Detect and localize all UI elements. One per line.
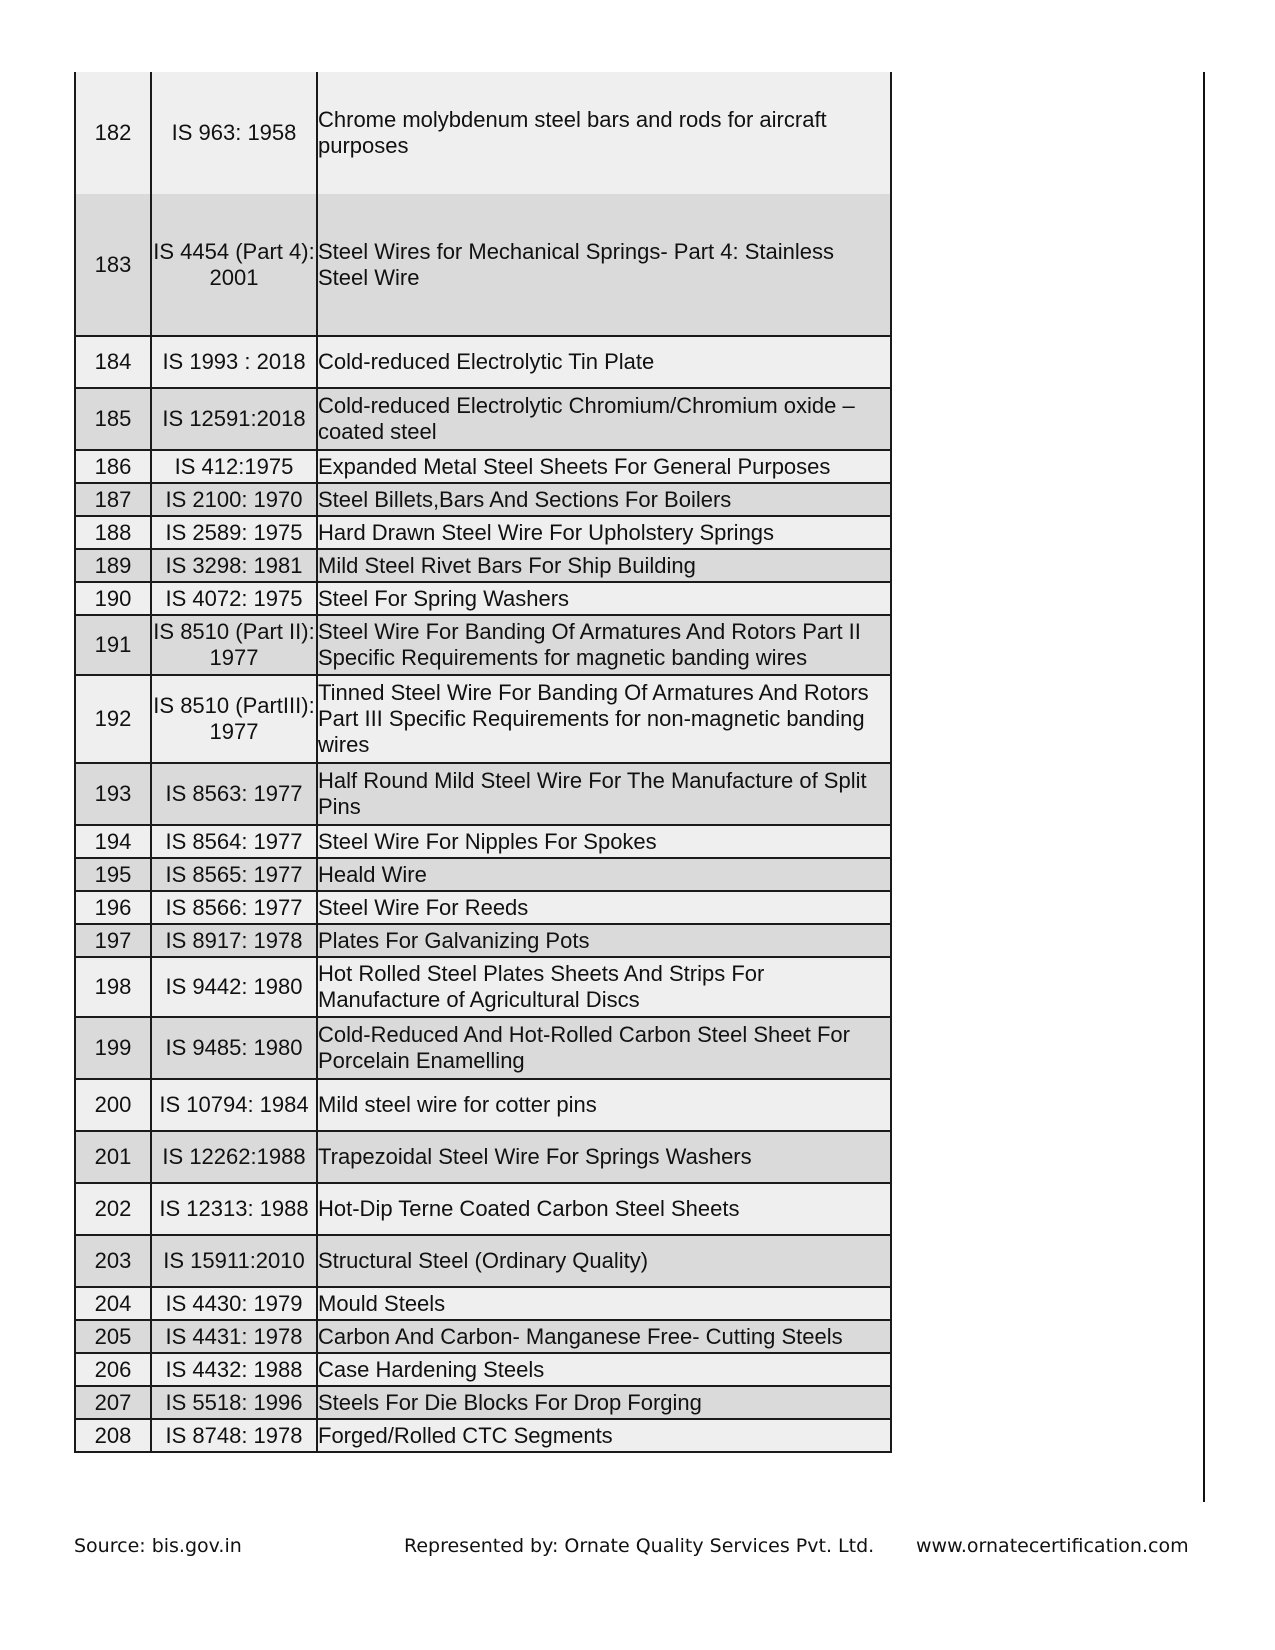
standard-code: IS 4432: 1988: [151, 1353, 317, 1386]
standard-code: IS 4431: 1978: [151, 1320, 317, 1353]
standard-code: IS 8564: 1977: [151, 825, 317, 858]
standard-description: Case Hardening Steels: [317, 1353, 891, 1386]
standard-description: Mould Steels: [317, 1287, 891, 1320]
standard-code: IS 4430: 1979: [151, 1287, 317, 1320]
table-row: [75, 858, 891, 891]
standard-code: IS 15911:2010: [151, 1235, 317, 1287]
standard-code: IS 12591:2018: [151, 388, 317, 450]
standard-description: Expanded Metal Steel Sheets For General Purposes: [317, 450, 891, 483]
table-row: [75, 1183, 891, 1235]
footer-website: www.ornatecertification.com: [916, 1535, 1189, 1557]
table-row: [75, 957, 891, 1017]
standard-description: Mild Steel Rivet Bars For Ship Building: [317, 549, 891, 582]
row-number: 191: [75, 615, 151, 675]
row-number: 197: [75, 924, 151, 957]
page-right-border: [1203, 72, 1205, 1502]
standard-description: Forged/Rolled CTC Segments: [317, 1419, 891, 1452]
standard-code: IS 8917: 1978: [151, 924, 317, 957]
row-number: 185: [75, 388, 151, 450]
row-number: 204: [75, 1287, 151, 1320]
row-number: 194: [75, 825, 151, 858]
table-row: [75, 388, 891, 450]
standard-description: Steel Wires for Mechanical Springs- Part 4: Stainless Steel Wire: [317, 194, 891, 336]
standard-description: Chrome molybdenum steel bars and rods for aircraft purposes: [317, 72, 891, 194]
table-row: [75, 72, 891, 194]
standard-code: IS 10794: 1984: [151, 1079, 317, 1131]
standard-code: IS 2589: 1975: [151, 516, 317, 549]
row-number: 208: [75, 1419, 151, 1452]
table-row: [75, 1320, 891, 1353]
standard-description: Cold-reduced Electrolytic Tin Plate: [317, 336, 891, 388]
table-row: [75, 1079, 891, 1131]
table-row: [75, 450, 891, 483]
table-row: [75, 194, 891, 336]
row-number: 201: [75, 1131, 151, 1183]
footer-source: Source: bis.gov.in: [74, 1535, 242, 1557]
table-row: [75, 891, 891, 924]
row-number: 199: [75, 1017, 151, 1079]
row-number: 206: [75, 1353, 151, 1386]
row-number: 186: [75, 450, 151, 483]
table-row: [75, 582, 891, 615]
standard-code: IS 8565: 1977: [151, 858, 317, 891]
standard-description: Steel Wire For Banding Of Armatures And Rotors Part II Specific Requirements for magnetic banding wires: [317, 615, 891, 675]
row-number: 193: [75, 763, 151, 825]
standard-code: IS 8566: 1977: [151, 891, 317, 924]
row-number: 188: [75, 516, 151, 549]
standard-description: Steel Billets,Bars And Sections For Boilers: [317, 483, 891, 516]
table-row: [75, 1419, 891, 1452]
standard-description: Heald Wire: [317, 858, 891, 891]
standard-code: IS 12313: 1988: [151, 1183, 317, 1235]
row-number: 187: [75, 483, 151, 516]
standard-code: IS 8748: 1978: [151, 1419, 317, 1452]
standard-code: IS 2100: 1970: [151, 483, 317, 516]
row-number: 195: [75, 858, 151, 891]
standard-code: IS 1993 : 2018: [151, 336, 317, 388]
row-number: 182: [75, 72, 151, 194]
standard-description: Hard Drawn Steel Wire For Upholstery Springs: [317, 516, 891, 549]
standard-code: IS 963: 1958: [151, 72, 317, 194]
row-number: 183: [75, 194, 151, 336]
standard-description: Mild steel wire for cotter pins: [317, 1079, 891, 1131]
row-number: 205: [75, 1320, 151, 1353]
standard-description: Hot Rolled Steel Plates Sheets And Strips For Manufacture of Agricultural Discs: [317, 957, 891, 1017]
table-row: [75, 675, 891, 763]
standard-code: IS 4072: 1975: [151, 582, 317, 615]
row-number: 189: [75, 549, 151, 582]
standard-code: IS 4454 (Part 4): 2001: [151, 194, 317, 336]
standard-code: IS 5518: 1996: [151, 1386, 317, 1419]
standard-code: IS 8510 (PartIII): 1977: [151, 675, 317, 763]
table-row: [75, 516, 891, 549]
row-number: 198: [75, 957, 151, 1017]
standard-description: Steels For Die Blocks For Drop Forging: [317, 1386, 891, 1419]
table-row: [75, 1386, 891, 1419]
standard-description: Trapezoidal Steel Wire For Springs Washers: [317, 1131, 891, 1183]
standard-description: Steel Wire For Nipples For Spokes: [317, 825, 891, 858]
footer-represented-by: Represented by: Ornate Quality Services Pvt. Ltd.: [404, 1535, 875, 1557]
table-row: [75, 924, 891, 957]
row-number: 196: [75, 891, 151, 924]
standard-code: IS 12262:1988: [151, 1131, 317, 1183]
standard-description: Cold-reduced Electrolytic Chromium/Chromium oxide – coated steel: [317, 388, 891, 450]
table-row: [75, 1353, 891, 1386]
table-row: [75, 763, 891, 825]
standard-code: IS 3298: 1981: [151, 549, 317, 582]
standards-table-container: [74, 72, 890, 1453]
table-row: [75, 336, 891, 388]
page-footer: [0, 1535, 1275, 1565]
standard-code: IS 9442: 1980: [151, 957, 317, 1017]
table-row: [75, 1017, 891, 1079]
row-number: 200: [75, 1079, 151, 1131]
row-number: 203: [75, 1235, 151, 1287]
standard-description: Structural Steel (Ordinary Quality): [317, 1235, 891, 1287]
standard-code: IS 412:1975: [151, 450, 317, 483]
row-number: 184: [75, 336, 151, 388]
standard-description: Steel For Spring Washers: [317, 582, 891, 615]
table-row: [75, 615, 891, 675]
table-row: [75, 549, 891, 582]
table-row: [75, 483, 891, 516]
table-row: [75, 825, 891, 858]
standard-code: IS 8510 (Part II): 1977: [151, 615, 317, 675]
table-row: [75, 1235, 891, 1287]
standard-description: Plates For Galvanizing Pots: [317, 924, 891, 957]
standard-description: Half Round Mild Steel Wire For The Manufacture of Split Pins: [317, 763, 891, 825]
row-number: 192: [75, 675, 151, 763]
standard-description: Hot-Dip Terne Coated Carbon Steel Sheets: [317, 1183, 891, 1235]
row-number: 207: [75, 1386, 151, 1419]
standard-code: IS 8563: 1977: [151, 763, 317, 825]
standard-description: Tinned Steel Wire For Banding Of Armatures And Rotors Part III Specific Requirements for non-magnetic banding wires: [317, 675, 891, 763]
table-row: [75, 1287, 891, 1320]
standard-code: IS 9485: 1980: [151, 1017, 317, 1079]
row-number: 190: [75, 582, 151, 615]
standard-description: Cold-Reduced And Hot-Rolled Carbon Steel Sheet For Porcelain Enamelling: [317, 1017, 891, 1079]
row-number: 202: [75, 1183, 151, 1235]
standards-table: [74, 72, 892, 1453]
standard-description: Carbon And Carbon- Manganese Free- Cutting Steels: [317, 1320, 891, 1353]
table-row: [75, 1131, 891, 1183]
standard-description: Steel Wire For Reeds: [317, 891, 891, 924]
